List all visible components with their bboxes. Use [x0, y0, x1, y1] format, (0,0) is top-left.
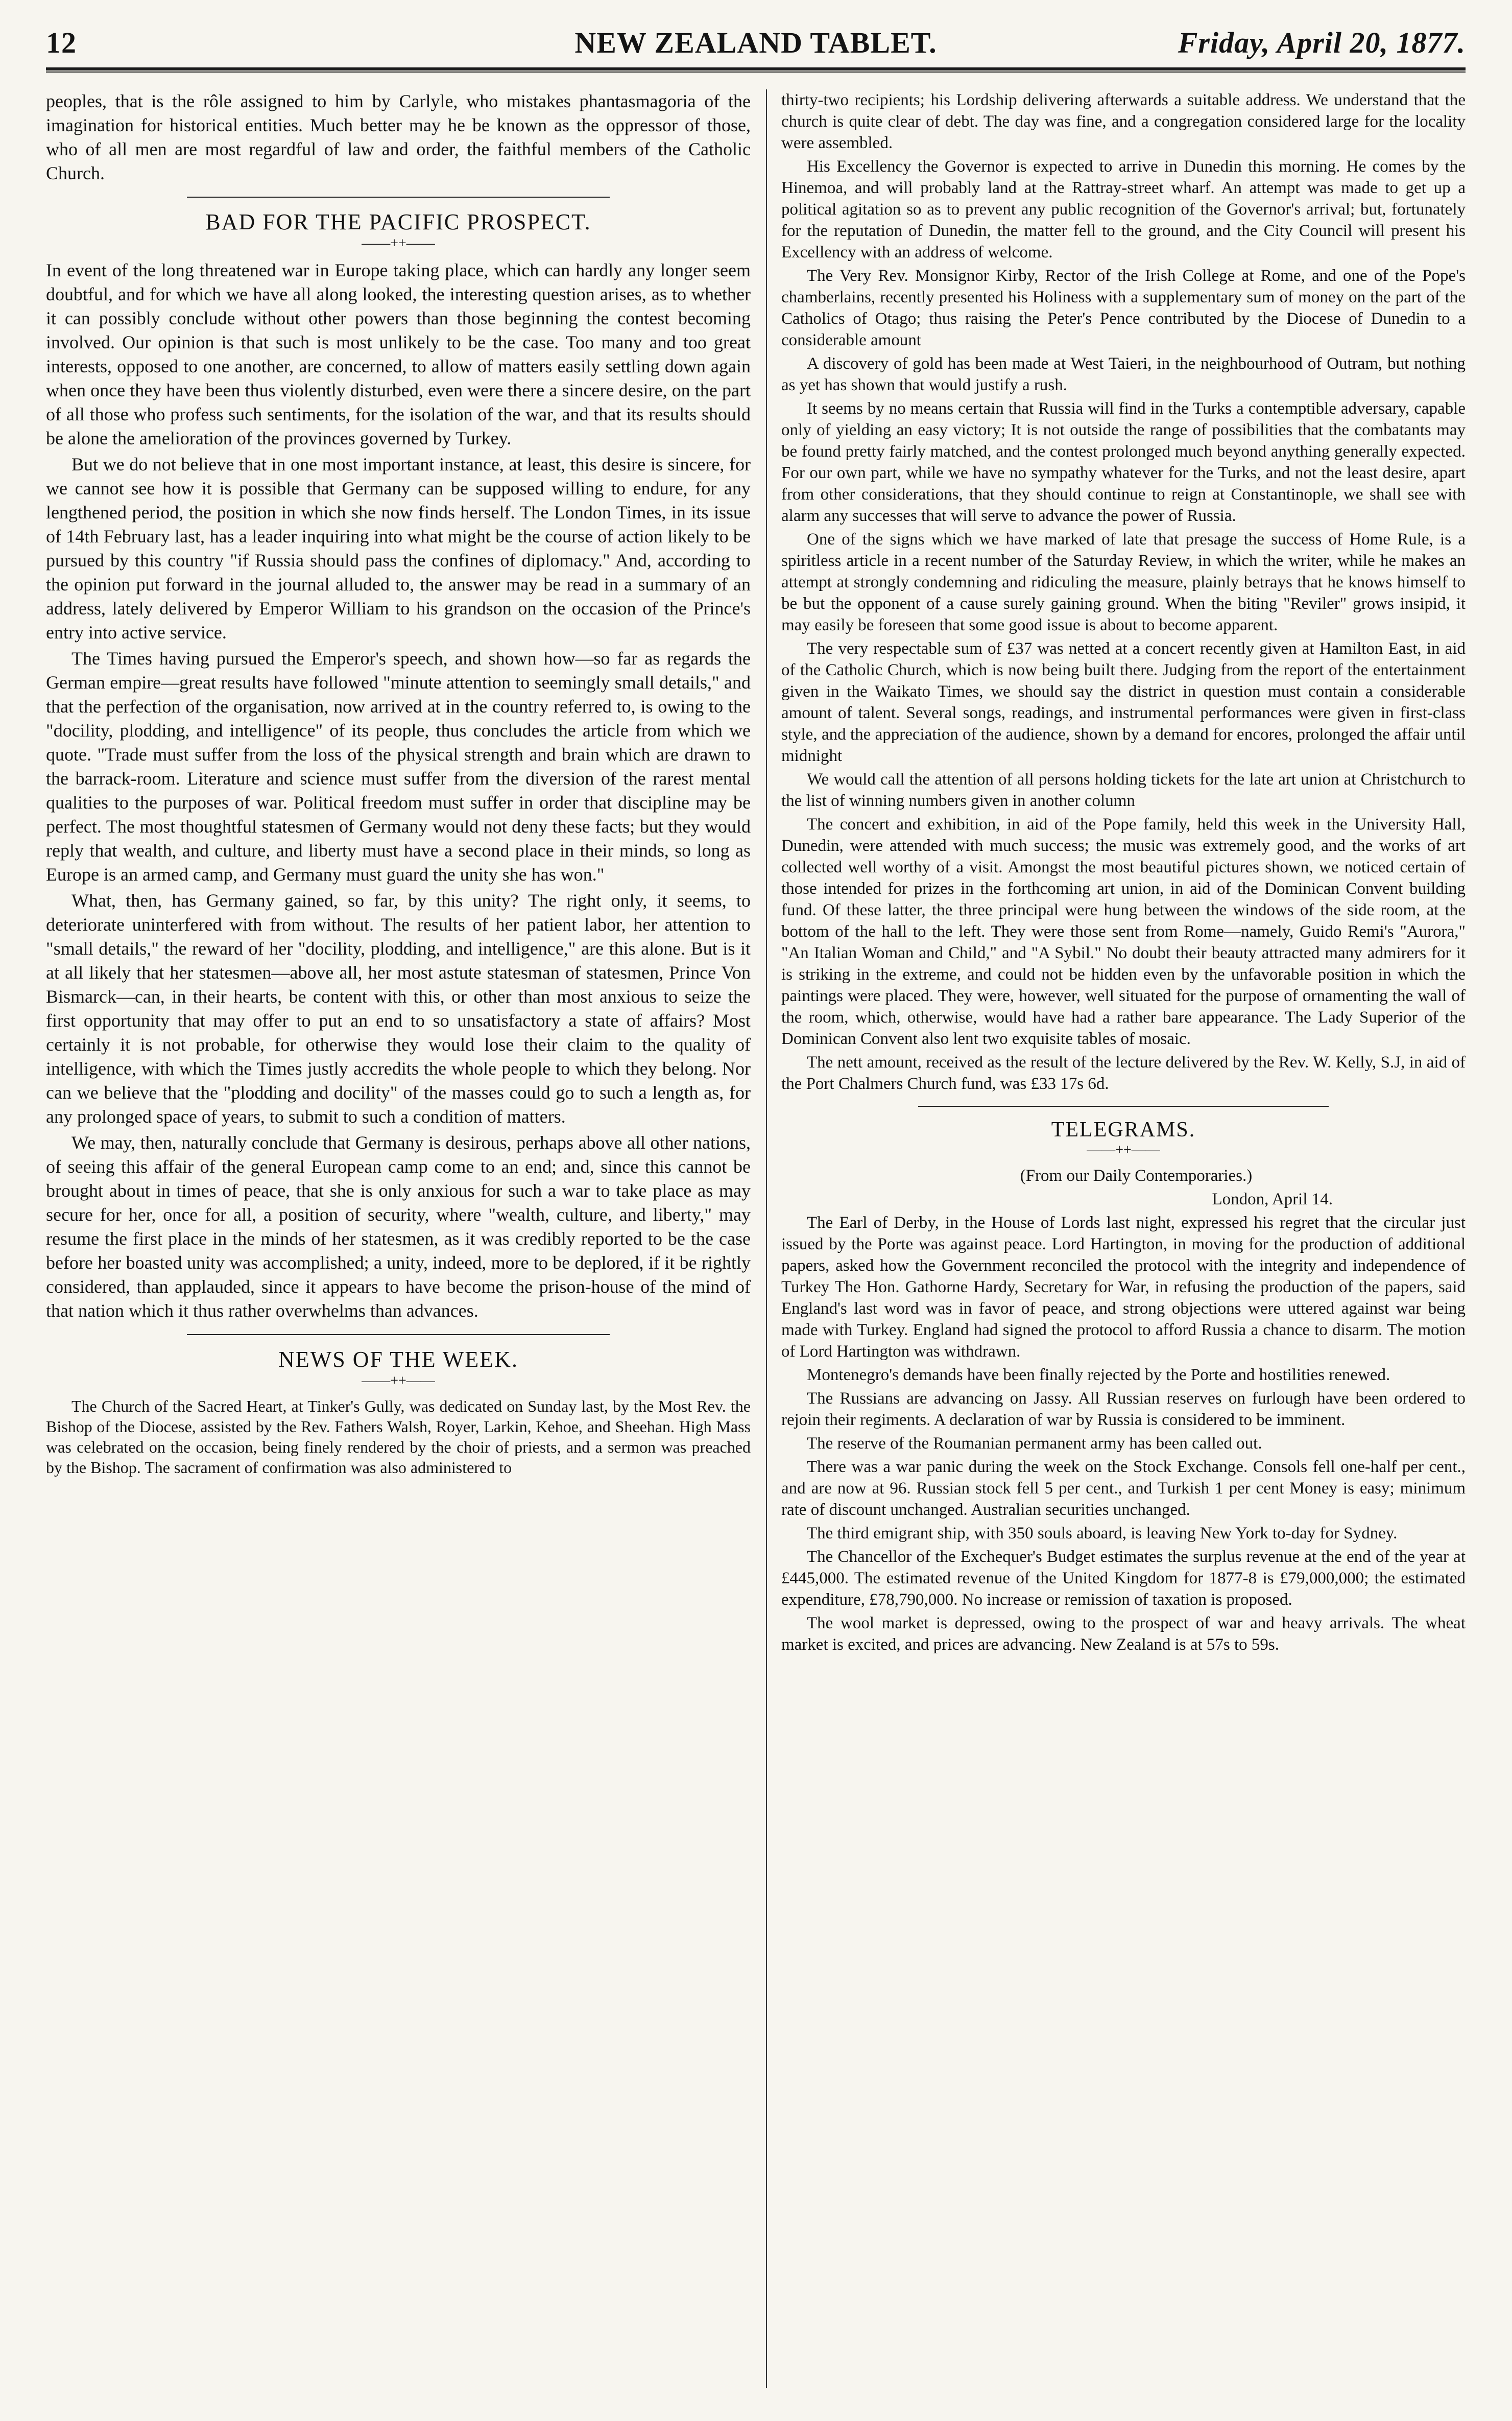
news-paragraph: The very respectable sum of £37 was netted at a concert recently given at Hamilton East, in aid of the Catholic Church, which is now being built there. Judging from the report of the entertainment given in the Waikato Times, we should say the district in question must contain a considerable amount of talent. Several songs, readings, and instrumental performances were given in first-class style, and the appreciation of the audience, shown by a demand for encores, prolonged the affair until midnight: [781, 639, 1466, 765]
article-paragraph: But we do not believe that in one most important instance, at least, this desire is sincere, for we cannot see how it is possible that Germany can be supposed willing to endure, for any lengthened period, the position in which she now finds herself. The London Times, in its issue of 14th February last, has a leader inquiring into what might be the course of action likely to be pursued by this country "if Russia should pass the confines of diplomacy." And, according to the opinion put forward in the journal alluded to, the answer may be read in a summary of an address, lately delivered by Emperor William to his grandson on the occasion of the Prince's entry into active service.: [46, 454, 751, 643]
telegrams-dateline: London, April 14.: [1212, 1190, 1333, 1208]
article-paragraph: The Times having pursued the Emperor's speech, and shown how—so far as regards the German empire—great results have followed "minute attention to seemingly small details," and that the perfection of the organisation, now arrived at in the country referred to, is owing to the "docility, plodding, and intelligence" of its people, thus concludes the article from which we quote. "Trade must suffer from the loss of the physical strength and brain which are drawn to the barrack-room. Literature and science must suffer from the diversion of the rarest mental qualities to the purposes of war. Political freedom must suffer in order that discipline may be perfect. The most thoughtful statesmen of Germany would not deny these facts; but they would reply that wealth, and culture, and liberty must have a second place in their minds, so long as Europe is an armed camp, and Germany must guard the unity she has won.": [46, 648, 751, 885]
masthead-rule: [46, 72, 1466, 73]
page-number: 12: [46, 26, 77, 59]
section-rule: [187, 197, 610, 198]
article-continuation: peoples, that is the rôle assigned to him by Carlyle, who mistakes phantasmagoria of the imagination for historical entities. Much better may he be known as the oppressor of those, who of all men are most regardful of law and order, the faithful members of the Catholic Church.: [46, 91, 751, 183]
section-ornament: ——++——: [1087, 1142, 1160, 1158]
left-column: [46, 89, 751, 2388]
news-paragraph: The concert and exhibition, in aid of the Pope family, held this week in the University Hall, Dunedin, were attended with much success; the music was extremely good, and the works of art collected well worthy of a visit. Amongst the most beautiful pictures shown, we noticed certain of those intended for prizes in the forthcoming art union, in aid of the Dominican Convent building fund. Of these latter, the three principal were hung between the windows of the side room, at the bottom of the hall to the left. They were those sent from Rome—namely, Guido Remi's "Aurora," "An Italian Woman and Child," and "A Sybil." No doubt their beauty attracted many admirers for it is striking in the extreme, and could not be hidden even by the unfavorable position in which the paintings were placed. They were, however, well situated for the purpose of ornamenting the wall of the room, which, otherwise, would have had a rather bare appearance. The Lady Superior of the Dominican Convent also lent two exquisite tables of mosaic.: [781, 815, 1466, 1048]
section-title-pacific-prospect: BAD FOR THE PACIFIC PROSPECT.: [205, 209, 591, 234]
article-paragraph: In event of the long threatened war in Europe taking place, which can hardly any longer seem doubtful, and for which we have all along looked, the interesting question arises, as to whether it can possibly conclude without other powers than those beginning the contest becoming involved. Our opinion is that such is most unlikely to be the case. Too many and too great interests, opposed to one another, are concerned, to allow of matters easily settling down again when once they have been thus violently disturbed, even were there a sincere desire, on the part of all those who profess such sentiments, for the isolation of the war, and that its results should be alone the amelioration of the provinces governed by Turkey.: [46, 260, 751, 448]
article-paragraph: We may, then, naturally conclude that Germany is desirous, perhaps above all other nations, of seeing this affair of the general European camp come to an end; and, since this cannot be brought about in times of peace, that she is only anxious for such a war to take place as may secure for her, once for all, a position of security, where "wealth, culture, and liberty," may resume the first place in the minds of her statesmen, as it was credibly reported to be the case before her boasted unity was accomplished; a unity, indeed, more to be deplored, if it be rightly considered, than applauded, since it appears to have become the prison-house of the mind of that nation which it thus rather overwhelms than advances.: [46, 1132, 751, 1321]
news-paragraph: His Excellency the Governor is expected to arrive in Dunedin this morning. He comes by the Hinemoa, and will probably land at the Rattray-street wharf. An attempt was made to get up a political agitation so as to prevent any public recognition of the Governor's arrival; but, fortunately for the reputation of Dunedin, the matter fell to the ground, and the City Council will present his Excellency with an address of welcome.: [781, 157, 1466, 262]
news-paragraph: The Very Rev. Monsignor Kirby, Rector of the Irish College at Rome, and one of the Pope's chamberlains, recently presented his Holiness with a supplementary sum of money on the part of the Catholics of Otago; thus raising the Peter's Pence contributed by the Diocese of Dunedin to a considerable amount: [781, 267, 1466, 349]
telegram-paragraph: There was a war panic during the week on the Stock Exchange. Consols fell one-half per cent., and are now at 96. Russian stock fell 5 per cent., and Turkish 1 per cent Money is easy; minimum rate of discount unchanged. Australian securities unchanged.: [781, 1458, 1466, 1519]
section-ornament: ——++——: [362, 235, 435, 251]
news-block: [46, 1396, 751, 1478]
telegram-paragraph: The Chancellor of the Exchequer's Budget estimates the surplus revenue at the end of the year at £445,000. The estimated revenue of the United Kingdom for 1877-8 is £79,000,000; the estimated expenditure, £78,790,000. No increase or remission of taxation is proposed.: [781, 1548, 1466, 1609]
news-paragraph: It seems by no means certain that Russia will find in the Turks a contemptible adversary, capable only of yielding an easy victory; It is not outside the range of possibilities that the combatants may be found pretty fairly matched, and the contest prolonged much beyond anything generally expected. For our own part, while we have no sympathy whatever for the Turks, and not the least desire, apart from other considerations, that they should continue to reign at Constantinople, we shall see with alarm any successes that will serve to advance the power of Russia.: [781, 399, 1466, 525]
telegrams-source: (From our Daily Contemporaries.): [1020, 1167, 1253, 1185]
section-rule: [187, 1334, 610, 1335]
telegram-paragraph: The reserve of the Roumanian permanent army has been called out.: [807, 1434, 1262, 1453]
news-paragraph: thirty-two recipients; his Lordship delivering afterwards a suitable address. We understand that the church is quite clear of debt. The day was fine, and a congregation considered large for the locality were assembled.: [781, 91, 1466, 152]
section-ornament: ——++——: [362, 1373, 435, 1389]
telegram-paragraph: Montenegro's demands have been finally rejected by the Porte and hostilities renewed.: [807, 1366, 1390, 1384]
section-rule: [918, 1106, 1329, 1107]
news-paragraph: We would call the attention of all persons holding tickets for the late art union at Christchurch to the list of winning numbers given in another column: [781, 770, 1466, 810]
column-divider: [766, 89, 767, 2388]
section-title-news-of-the-week: NEWS OF THE WEEK.: [278, 1347, 518, 1372]
publication-date: Friday, April 20, 1877.: [1178, 26, 1466, 59]
telegram-paragraph: The Russians are advancing on Jassy. All Russian reserves on furlough have been ordered to rejoin their regiments. A declaration of war by Russia is considered to be imminent.: [781, 1389, 1466, 1429]
masthead: [46, 20, 1466, 70]
section-title-telegrams: TELEGRAMS.: [1051, 1118, 1196, 1142]
news-paragraph: One of the signs which we have marked of late that presage the success of Home Rule, is a spiritless article in a recent number of the Saturday Review, in which the writer, while he makes an attempt at strongly condemning and ridiculing the measure, plainly betrays that he knows himself to be but the opponent of a cause surely gaining ground. When the biting "Reviler" grows insipid, it may easily be foreseen that some good issue is about to become apparent.: [781, 530, 1466, 634]
article-paragraph: What, then, has Germany gained, so far, by this unity? The right only, it seems, to deteriorate uninterfered with from without. The results of her patient labor, her attention to "small details," the reward of her "docility, plodding, and intelligence," are this alone. But is it at all likely that her statesmen—above all, her most astute statesman of statesmen, Prince Von Bismarck—can, in their hearts, be content with this, or other than most anxious to seize the first opportunity that may offer to put an end to so unsatisfactory a state of affairs? Most certainly it is not probable, for otherwise they would lose their claim to the quality of intelligence, with which the Times justly accredits the whole people to which they belong. Nor can we believe that the "plodding and docility" of the masses could go to such a length as, for any prolonged space of years, to submit to such a condition of matters.: [46, 890, 751, 1127]
telegram-paragraph: The Earl of Derby, in the House of Lords last night, expressed his regret that the circular just issued by the Porte was against peace. Lord Hartington, in moving for the production of additional papers, asked how the Government reconciled the protocol with the integrity and independence of Turkey The Hon. Gathorne Hardy, Secretary for War, in refusing the production of the papers, said England's last word was in favor of peace, and strong objections were uttered against war being made with Turkey. England had signed the protocol to afford Russia a chance to disarm. The motion of Lord Hartington was withdrawn.: [781, 1214, 1466, 1361]
news-paragraph: The Church of the Sacred Heart, at Tinker's Gully, was dedicated on Sunday last, by the Most Rev. the Bishop of the Diocese, assisted by the Rev. Fathers Walsh, Royer, Larkin, Kehoe, and Sheehan. High Mass was celebrated on the occasion, being finely rendered by the choir of priests, and a sermon was preached by the Bishop. The sacrament of confirmation was also administered to: [46, 1397, 751, 1477]
telegram-paragraph: The third emigrant ship, with 350 souls aboard, is leaving New York to-day for Sydney.: [807, 1524, 1398, 1542]
news-paragraph: The nett amount, received as the result of the lecture delivered by the Rev. W. Kelly, S.J, in aid of the Port Chalmers Church fund, was £33 17s 6d.: [781, 1053, 1466, 1093]
right-column: [781, 89, 1466, 2388]
paper-title: NEW ZEALAND TABLET.: [574, 26, 937, 59]
telegram-paragraph: The wool market is depressed, owing to the prospect of war and heavy arrivals. The wheat market is excited, and prices are advancing. New Zealand is at 57s to 59s.: [781, 1614, 1466, 1654]
news-paragraph: A discovery of gold has been made at West Taieri, in the neighbourhood of Outram, but nothing as yet has shown that would justify a rush.: [781, 354, 1466, 394]
